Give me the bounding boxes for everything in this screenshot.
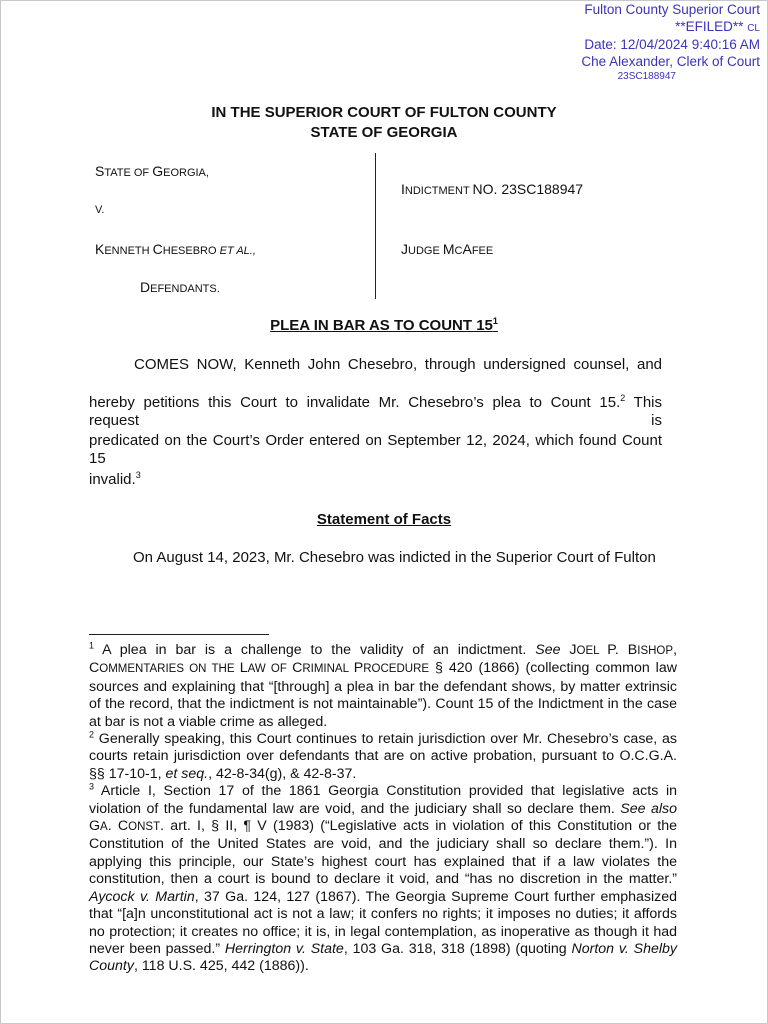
footnote-3: $^3$ Article I, Section 17 of the 1861 Georgia Constitution provided that legislative acts in violation of the fundamental law are void, and the judiciary shall so declare them. See also GA. CONST. art. I, § II, ¶ V (1983) (“Legislative acts in violation of this Constitution or the Constitution of the United States are void, and the judiciary shall so declare them.”). In applying this principle, our State’s highest court has explained that if a law violates the constitution, then a court is bound to declare it void, and “has no discretion in the matter.” Aycock v. Martin, 37 Ga. 124, 127 (1867). The Georgia Supreme Court further emphasized that “[a]n unconstitutional act is not a law; it confers no rights; it imposes no duties; it affords no protection; it creates no office; it is, in legal contemplation, as inoperative as though it had never been passed.” Herrington v. State, 103 Ga. 318, 318 (1898) (quoting Norton v. Shelby County, 118 U.S. 425, 442 (1886)). [89,781,678,975]
body-line-4: invalid.$^3$ [89,470,141,488]
judge-name: JUDGE MCAFEE [401,241,494,257]
footnote-ref-2: 2 [620,393,626,403]
facts-line-1: On August 14, 2023, Mr. Chesebro was indicted in the Superior Court of Fulton [133,549,656,566]
caption-divider [375,153,376,299]
document-title: PLEA IN BAR AS TO COUNT $15^1$ [270,316,498,334]
stamp-court: Fulton County Superior Court [584,2,760,17]
court-heading-line1: IN THE SUPERIOR COURT OF FULTON COUNTY [211,104,557,121]
efiling-stamp [581,2,760,84]
court-heading [0,103,768,143]
footnotes [89,642,677,976]
footnote-2: $^2$ Generally speaking, this Court continues to retain jurisdiction over Mr. Chesebro’s case, as courts retain jurisdiction over defendants that are on active probation, pursuant to O.C.G.A. §§ 17-10-1, et seq., 42-8-34(g), & 42-8-37. [89,729,677,782]
footnote-1: $^1$ A plea in bar is a challenge to the validity of an indictment. See JOEL P. BISHOP, COMMENTARIES ON THE LAW OF CRIMINAL PROCEDURE § 420 (1866) (collecting common law sources and explaining that “[through] a plea in bar the defendant shows, by matter extrinsic of the record, that the indictment is not maintainable”). Count 15 of the Indictment in the case at bar is not a viable crime as alleged. [89,640,678,730]
body-line-1: COMES NOW, Kenneth John Chesebro, through undersigned counsel, and [134,356,662,373]
body-line-3: predicated on the Court’s Order entered on September 12, 2024, which found Count 15 [89,432,662,467]
footnote-ref-1: 1 [492,316,498,326]
court-heading-line2: STATE OF GEORGIA [310,124,458,141]
indictment-number: INDICTMENT NO. 23SC188947 [401,181,584,197]
stamp-clerk: Che Alexander, Clerk of Court [581,53,760,69]
caption-defendant: KENNETH CHESEBRO ET AL., [95,241,256,257]
section-heading-facts: Statement of Facts [316,511,452,528]
footnote-separator [89,634,269,635]
body-line-2: hereby petitions this Court to invalidate Mr. Chesebro’s plea to Count 15.$^2$ This request is [89,393,662,429]
stamp-efiled: **EFILED** CL [675,18,760,34]
caption-defendants-label: DEFENDANTS. [140,279,220,295]
caption-versus: V. [95,204,105,216]
stamp-date: Date: 12/04/2024 9:40:16 AM [584,37,760,52]
footnote-ref-3: 3 [135,470,141,480]
stamp-case-code: 23SC188947 [617,71,676,82]
caption-state: STATE OF GEORGIA, [95,163,209,179]
